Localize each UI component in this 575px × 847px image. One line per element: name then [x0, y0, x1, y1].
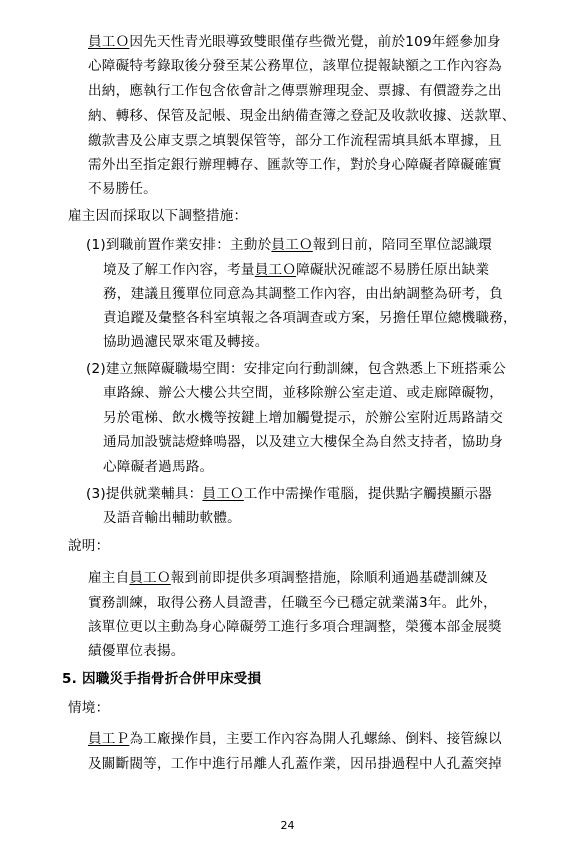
measure-3-line-1: (3)提供就業輔具：員工Ｏ工作中需操作電腦，提供點字觸摸顯示器 — [86, 486, 493, 502]
situation-line-2: 及關斷閥等，工作中進行吊離人孔蓋作業，因吊掛過程中人孔蓋突掉 — [88, 756, 502, 772]
employee-p-name: 員工Ｐ — [88, 731, 130, 747]
measure-1-line-5: 協助過濾民眾來電及轉接。 — [103, 334, 269, 350]
measure-2-line-3: 另於電梯、飲水機等按鍵上增加觸覺提示，於辦公室附近馬路請交 — [103, 410, 504, 426]
para1-line-1: 員工Ｏ因先天性青光眼導致雙眼僅存些微光覺，前於109年經參加身 — [88, 34, 501, 50]
para1-line-3: 出納，應執行工作包含依會計之傳票辦理現金、票據、有價證券之出 — [88, 83, 502, 99]
employee-o-name: 員工Ｏ — [202, 486, 244, 502]
measure-1-line-1: (1)到職前置作業安排：主動於員工Ｏ報到日前，陪同至單位認識環 — [86, 237, 493, 253]
para1-line-7: 不易勝任。 — [88, 181, 157, 197]
measure-1-line-3: 務，建議且獲單位同意為其調整工作內容，由出納調整為研考，負 — [103, 286, 504, 302]
measure-3-line-2: 及語音輸出輔助軟體。 — [103, 510, 241, 526]
section-5-heading: 5. 因職災手指骨折合併甲床受損 — [62, 671, 262, 687]
para1-line-6: 需外出至指定銀行辦理轉存、匯款等工作，對於身心障礙者障礙確實 — [88, 157, 502, 173]
situation-line-1: 員工Ｐ為工廠操作員，主要工作內容為開人孔螺絲、倒料、接管線以 — [88, 731, 502, 747]
situation-label: 情境： — [68, 700, 110, 716]
employee-o-name: 員工Ｏ — [88, 34, 130, 50]
employer-measures-intro: 雇主因而採取以下調整措施： — [68, 208, 248, 224]
para1-line-2: 心障礙特考錄取後分發至某公務單位，該單位提報缺額之工作內容為 — [88, 58, 502, 74]
explanation-line-4: 績優單位表揚。 — [88, 643, 185, 659]
measure-2-line-1: (2)建立無障礙職場空間：安排定向行動訓練，包含熟悉上下班搭乘公 — [86, 361, 506, 377]
measure-1-line-2: 境及了解工作內容，考量員工Ｏ障礙狀況確認不易勝任原出缺業 — [103, 262, 490, 278]
measure-2-line-5: 心障礙者過馬路。 — [103, 459, 214, 475]
measure-2-line-2: 車路線、辦公大樓公共空間，並移除辦公室走道、或走廊障礙物， — [103, 385, 504, 401]
explanation-label: 說明： — [68, 538, 110, 554]
para1-line-4: 納、轉移、保管及記帳、現金出納備查簿之登記及收款收據、送款單、 — [88, 108, 516, 124]
measure-2-line-4: 通局加設號誌燈蜂鳴器，以及建立大樓保全為自然支持者，協助身 — [103, 434, 504, 450]
explanation-line-1: 雇主自員工Ｏ報到前即提供多項調整措施，除順利通過基礎訓練及 — [88, 570, 489, 586]
para1-line-5: 繳款書及公庫支票之填製保管等，部分工作流程需填具紙本單據，且 — [88, 133, 502, 149]
measure-1-line-4: 責追蹤及彙整各科室填報之各項調查或方案，另擔任單位總機職務， — [103, 310, 517, 326]
employee-o-name: 員工Ｏ — [254, 262, 297, 278]
page-number: 24 — [280, 819, 295, 832]
explanation-line-3: 該單位更以主動為身心障礙勞工進行多項合理調整，榮獲本部金展獎 — [88, 619, 502, 635]
employee-o-name: 員工Ｏ — [129, 570, 171, 586]
explanation-line-2: 實務訓練，取得公務人員證書，任職至今已穩定就業滿3年。此外， — [88, 595, 497, 611]
employee-o-name: 員工Ｏ — [271, 237, 313, 253]
